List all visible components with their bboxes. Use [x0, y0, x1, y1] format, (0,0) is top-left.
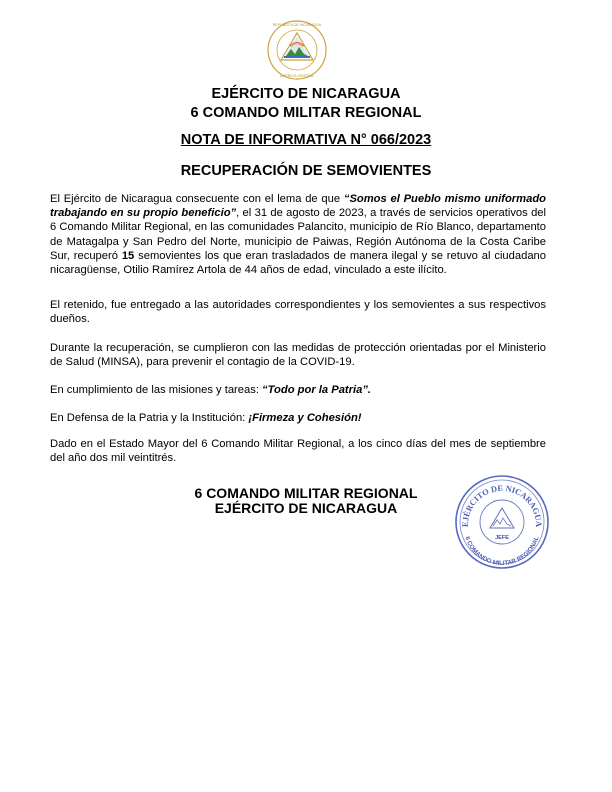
- p1-intro: El Ejército de Nicaragua consecuente con el lema de que: [50, 193, 344, 205]
- paragraph-3: Durante la recuperación, se cumplieron con las medidas de protección orientadas por el Ministerio de Salud (MINSA), para prevenir el contagio de la COVID-19.: [50, 342, 546, 369]
- p4-text: En cumplimiento de las misiones y tareas:: [50, 384, 263, 396]
- p1-end: semovientes los que eran trasladados de manera ilegal y se retuvo al ciudadano nicaragüense, Otilio Ramírez Artola de 44 años de edad, vinculado a este ilícito.: [50, 249, 546, 277]
- header-line-1: EJÉRCITO DE NICARAGUA: [211, 86, 401, 102]
- header-line-2: 6 COMANDO MILITAR REGIONAL: [190, 105, 422, 121]
- paragraph-1: [50, 192, 546, 277]
- paragraph-5: [50, 411, 546, 425]
- p1-count: 15: [121, 249, 135, 262]
- paragraph-2: El retenido, fue entregado a las autoridades correspondientes y los semovientes a sus respectivos dueños.: [50, 299, 546, 326]
- document-number: NOTA DE INFORMATIVA N° 066/2023: [180, 132, 432, 148]
- coat-bottom-text: AMÉRICA CENTRAL: [280, 74, 314, 78]
- official-stamp: [452, 473, 552, 571]
- paragraph-4: [50, 383, 546, 397]
- paragraph-6: Dado en el Estado Mayor del 6 Comando Militar Regional, a los cinco días del mes de septiembre del año dos mil veintitrés.: [50, 438, 546, 465]
- stamp-center-text: JEFE: [495, 535, 509, 541]
- document-title: RECUPERACIÓN DE SEMOVIENTES: [180, 163, 432, 179]
- p1-body: , el 31 de agosto de 2023, a través de servicios operativos del 6 Comando Militar Regional, en las comunidades Palancito, municipio de Río Blanco, departamento de Matagalpa y San Pedro del Norte, municipio de Paiwas, Región Autónoma de la Costa Caribe Sur, recuperó: [50, 207, 546, 262]
- p1-motto: “Somos el Pueblo mismo uniformado trabajando en su propio beneficio”: [50, 193, 546, 220]
- signature-line-2: EJÉRCITO DE NICARAGUA: [214, 500, 398, 516]
- coat-top-text: REPÚBLICA DE NICARAGUA: [272, 23, 322, 27]
- coat-of-arms-logo: [266, 19, 328, 81]
- p5-text: En Defensa de la Patria y la Institución:: [50, 412, 249, 424]
- signature-line-1: 6 COMANDO MILITAR REGIONAL: [194, 485, 418, 501]
- p5-motto: ¡Firmeza y Cohesión!: [248, 412, 362, 424]
- stamp-top-text: EJÉRCITO DE NICARAGUA: [460, 483, 544, 528]
- stamp-bottom-text: 6 COMANDO MILITAR REGIONAL: [463, 535, 541, 568]
- p4-motto: “Todo por la Patria”.: [262, 384, 372, 396]
